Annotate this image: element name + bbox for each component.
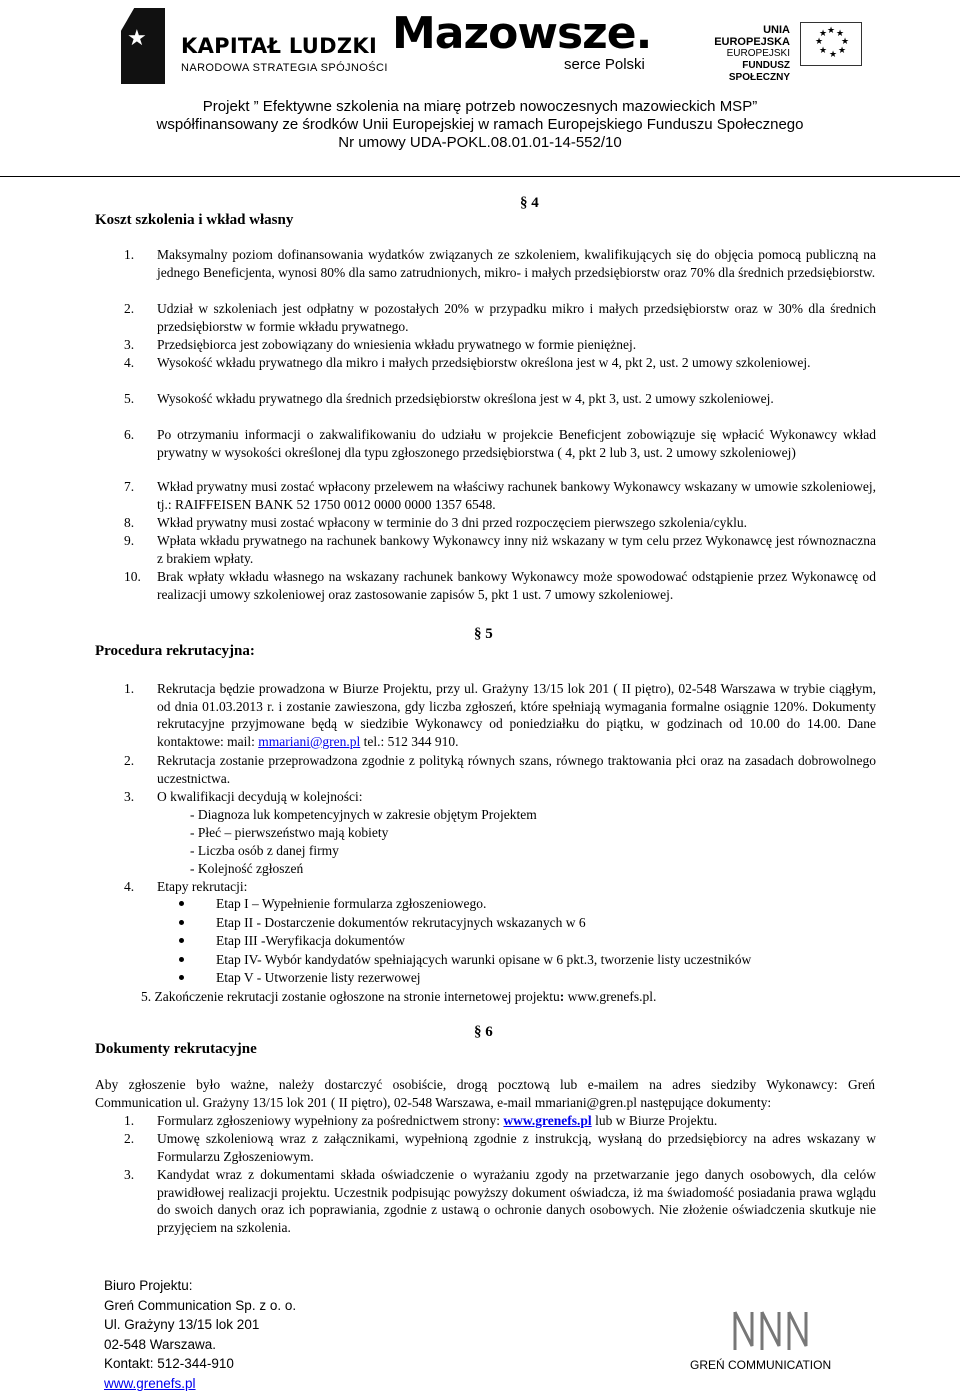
koszt-item-3-text: Przedsiębiorca jest zobowiązany do wniesienia wkładu prywatnego w formie pieniężnej.: [157, 337, 637, 352]
criteria-item-1: - Diagnoza luk kompetencyjnych w zakresie objętym Projektem: [190, 807, 537, 822]
procedura-item-4-number: 4.: [124, 879, 135, 894]
koszt-item-1-number: 1.: [124, 247, 135, 262]
procedura-item-5-colon: :: [559, 989, 565, 1004]
mazowsze-title: Mazowsze.: [392, 8, 652, 59]
bullet-icon: [179, 938, 184, 943]
gren-logo-text: GREŃ COMMUNICATION: [690, 1358, 832, 1372]
stage-item-4-text: Etap IV- Wybór kandydatów spełniających warunki opisane w 6 pkt.3, tworzenie listy uczestników: [216, 952, 752, 967]
dokumenty-item-3-text: Kandydat wraz z dokumentami składa oświadczenie o wyrażaniu zgody na przetwarzanie jego danych osobowych, dla celów prawidłowej realizacji projektu. Uczestnik podpisując powyższy dokument oświadcza, iż ma świadomość posiadania prawa wglądu do swoich danych oraz ich poprawiania, zgodnie z ustawą o ochronie danych osobowych. Nie złożenie oświadczenia skutkuje nie przyjęciem na szkolenia.: [157, 1167, 876, 1235]
koszt-item-10-text: Brak wpłaty wkładu własnego na wskazany rachunek bankowy Wykonawcy może spowodować odstąpienie przez Wykonawcę od realizacji umowy szkoleniowej oraz zastosowanie zapisów 5, pkt 1 ust. 7 umowy szkoleniowej.: [157, 569, 876, 602]
procedura-item-2-text: Rekrutacja zostanie przeprowadzona zgodnie z polityką równych szans, równego traktowania płci oraz na zasadach dobrowolnego uczestnictwa.: [157, 753, 876, 786]
stage-item-5-text: Etap V - Utworzenie listy rezerwowej: [216, 970, 421, 985]
dokumenty-item-2: [124, 1130, 876, 1165]
mazowsze-subtitle: serce Polski: [564, 56, 645, 73]
section-koszt-number: § 4: [520, 195, 539, 211]
dokumenty-item-2-number: 2.: [124, 1131, 135, 1146]
dokumenty-item-3-number: 3.: [124, 1167, 135, 1182]
eu-logo: [690, 22, 920, 83]
project-line-1: Projekt ” Efektywne szkolenia na miarę potrzeb nowoczesnych mazowieckich MSP”: [202, 98, 758, 115]
koszt-item-9: [124, 532, 876, 567]
eu-text: [690, 24, 790, 84]
dokumenty-item-1-number: 1.: [124, 1113, 135, 1128]
section-procedura-number: § 5: [474, 626, 493, 642]
star-icon: ★: [127, 26, 147, 51]
koszt-item-7-number: 7.: [124, 479, 135, 494]
koszt-item-3: [124, 336, 876, 354]
koszt-item-2-number: 2.: [124, 301, 135, 316]
bullet-icon: [179, 901, 184, 906]
section-koszt-number-value: 4: [531, 195, 539, 211]
gren-logo-mark-icon: [690, 1306, 850, 1356]
koszt-item-4: [124, 354, 876, 372]
stage-item-2-text: Etap II - Dostarczenie dokumentów rekrutacyjnych wskazanych w 6: [216, 915, 586, 930]
dokumenty-item-1-tail: lub w Biurze Projektu.: [591, 1113, 718, 1128]
footer-line-1: Biuro Projektu:: [104, 1278, 193, 1293]
criteria-item-2: - Płeć – pierwszeństwo mają kobiety: [190, 825, 389, 840]
section-procedura-title: Procedura rekrutacyjna:: [95, 643, 255, 659]
procedura-item-1-body: [157, 680, 876, 750]
criteria-item-3: - Liczba osób z danej firmy: [190, 843, 339, 858]
procedura-item-2: [124, 752, 876, 787]
footer-line-2: Greń Communication Sp. z o. o.: [104, 1297, 297, 1313]
eu-line-1: UNIA EUROPEJSKA: [714, 24, 790, 48]
dokumenty-item-3: [124, 1166, 876, 1236]
stage-item-3-text: Etap III -Weryfikacja dokumentów: [216, 933, 405, 948]
procedura-item-3-text: O kwalifikacji decydują w kolejności:: [157, 789, 363, 804]
procedura-item-4: [124, 878, 876, 896]
koszt-item-9-number: 9.: [124, 533, 135, 548]
procedura-item-1-text: Rekrutacja będzie prowadzona w Biurze Projektu, przy ul. Grażyny 13/15 lok 201 ( II piętro), 02-548 Warszawa w trybie ciągłym, od dnia 01.03.2013 r. i zostanie zawieszona, gdy liczba zgłoszeń, które spełniają wymagania formalne osiągnie 120%. Dokumenty rekrutacyjne przyjmowane będą w siedzibie Wykonawcy od poniedziałku do piątku, w godzinach od 10.00 do 14.00. Dane kontaktowe: mail:: [157, 681, 876, 749]
gren-communication-logo: [690, 1306, 850, 1386]
procedura-item-5-text: 5. Zakończenie rekrutacji zostanie ogłoszone na stronie internetowej projektu: [141, 989, 560, 1004]
koszt-item-6-text: Po otrzymaniu informacji o zakwalifikowaniu do udziału w projekcie Beneficjent zobowiązuje się wpłacić Wykonawcy wkład prywatny w wysokości określonej dla typu zgłoszonego przedsiębiorstwa ( 4, pkt 2 lub 3, ust. 2 umowy szkoleniowej): [157, 427, 876, 460]
page-header: [0, 0, 960, 180]
koszt-item-2-text: Udział w szkoleniach jest odpłatny w pozostałych 20% w przypadku mikro i małych przedsiębiorstw oraz w 30% dla średnich przedsiębiorstw w formie wkładu prywatnego.: [157, 301, 876, 334]
koszt-item-8-text: Wkład prywatny musi zostać wpłacony w terminie do 3 dni przed rozpoczęciem pierwszego szkolenia/cyklu.: [157, 515, 748, 530]
koszt-item-7: [124, 478, 876, 513]
koszt-item-8-number: 8.: [124, 515, 135, 530]
bullet-icon: [179, 920, 184, 925]
section-koszt-title: Koszt szkolenia i wkład własny: [95, 212, 294, 228]
koszt-item-4-text: Wysokość wkładu prywatnego dla mikro i małych przedsiębiorstw określona jest w 4, pkt 2, ust. 2 umowy szkoleniowej.: [157, 355, 811, 370]
section-procedura-number-value: 5: [485, 626, 493, 642]
koszt-item-6: [124, 426, 876, 461]
procedura-item-3: [124, 788, 876, 806]
project-line-3: Nr umowy UDA-POKL.08.01.01-14-552/10: [338, 134, 622, 151]
koszt-item-1: [124, 246, 876, 281]
eu-line-3: FUNDUSZ SPOŁECZNY: [728, 60, 790, 83]
footer-line-4: 02-548 Warszawa.: [104, 1336, 217, 1352]
section-dokumenty-number-value: 6: [485, 1024, 493, 1040]
project-line-2: współfinansowany ze środków Unii Europejskiej w ramach Europejskiego Funduszu Społecznego: [156, 116, 804, 133]
kapital-ludzki-logo: [105, 8, 388, 86]
dokumenty-item-1-body: [157, 1112, 876, 1130]
procedura-item-4-text: Etapy rekrutacji:: [157, 879, 248, 894]
dokumenty-item-2-text: Umowę szkoleniową wraz z załącznikami, wypełnioną zgodnie z instrukcją, wysłaną do przedsiębiorcy na adres wskazany w Formularzu Zgłoszeniowym.: [157, 1131, 876, 1164]
dokumenty-intro-2: Communication ul. Grażyny 13/15 lok 201 ( II piętro), 02-548 Warszawa, e-mail mmariani@gren.pl następujące dokumenty:: [95, 1095, 772, 1110]
bullet-icon: [179, 975, 184, 980]
koszt-item-10-number: 10.: [124, 569, 141, 584]
section-dokumenty-title: Dokumenty rekrutacyjne: [95, 1041, 257, 1057]
procedura-item-1-number: 1.: [124, 681, 135, 696]
bullet-icon: [179, 957, 184, 962]
mazowsze-logo: [392, 10, 652, 80]
footer-contact: [104, 1276, 296, 1394]
koszt-item-9-text: Wpłata wkładu prywatnego na rachunek bankowy Wykonawcy inny niż wskazany w tym celu przez Wykonawcę jest równoznaczna z brakiem wpłaty.: [157, 533, 876, 566]
koszt-item-2: [124, 300, 876, 335]
procedura-item-2-number: 2.: [124, 753, 135, 768]
koszt-item-7-text: Wkład prywatny musi zostać wpłacony przelewem na właściwy rachunek bankowy Wykonawcy wskazany w umowie szkoleniowej, tj.: RAIFFEISEN BANK 52 1750 0012 0000 0000 1357 6548.: [157, 479, 876, 512]
eu-line-2: EUROPEJSKI: [726, 48, 790, 59]
koszt-item-5-number: 5.: [124, 391, 135, 406]
criteria-item-4: - Kolejność zgłoszeń: [190, 861, 304, 876]
procedura-item-1: [124, 680, 876, 750]
koszt-item-8: [124, 514, 876, 532]
procedura-item-1-tel: tel.: 512 344 910.: [360, 733, 459, 749]
stage-item-1-text: Etap I – Wypełnienie formularza zgłoszeniowego.: [216, 896, 487, 911]
koszt-item-5-text: Wysokość wkładu prywatnego dla średnich przedsiębiorstw określona jest w 4, pkt 3, ust. 2 umowy szkoleniowej.: [157, 391, 774, 406]
header-divider: [0, 176, 960, 177]
koszt-item-3-number: 3.: [124, 337, 135, 352]
procedura-item-5: [141, 988, 656, 1006]
eu-flag-icon: ★ ★ ★ ★ ★ ★ ★ ★: [800, 22, 862, 66]
section-dokumenty-number: § 6: [474, 1024, 493, 1040]
procedura-item-3-number: 3.: [124, 789, 135, 804]
koszt-item-1-text: Maksymalny poziom dofinansowania wydatków związanych ze szkoleniem, kwalifikujących się do objęcia pomocą publiczną na jednego Beneficjenta, wynosi 80% dla samo zatrudnionych, mikro- i małych przedsiębiorstw oraz 70% dla średnich przedsiębiorstw.: [157, 247, 876, 280]
dokumenty-item-1-text: Formularz zgłoszeniowy wypełniony za pośrednictwem strony:: [157, 1113, 504, 1128]
footer-line-5: Kontakt: 512-344-910: [104, 1356, 234, 1372]
dokumenty-intro-1: Aby zgłoszenie było ważne, należy dostarczyć osobiście, drogą pocztową lub e-mailem na adres siedziby Wykonawcy: Greń: [95, 1077, 875, 1092]
footer-line-3: Ul. Grażyny 13/15 lok 201: [104, 1317, 260, 1333]
grenefs-link[interactable]: www.grenefs.pl: [503, 1113, 592, 1128]
contact-mail-link[interactable]: mmariani@gren.pl: [258, 733, 361, 749]
koszt-item-5: [124, 390, 876, 408]
koszt-item-4-number: 4.: [124, 355, 135, 370]
dokumenty-item-1: [124, 1112, 876, 1130]
koszt-item-10: [124, 568, 876, 603]
procedura-item-5-url: www.grenefs.pl.: [564, 989, 657, 1004]
kapital-ludzki-title: KAPITAŁ LUDZKI: [181, 34, 378, 58]
footer-url-link[interactable]: www.grenefs.pl: [104, 1375, 196, 1391]
koszt-item-6-number: 6.: [124, 427, 135, 442]
kapital-ludzki-subtitle: NARODOWA STRATEGIA SPÓJNOŚCI: [181, 62, 388, 74]
